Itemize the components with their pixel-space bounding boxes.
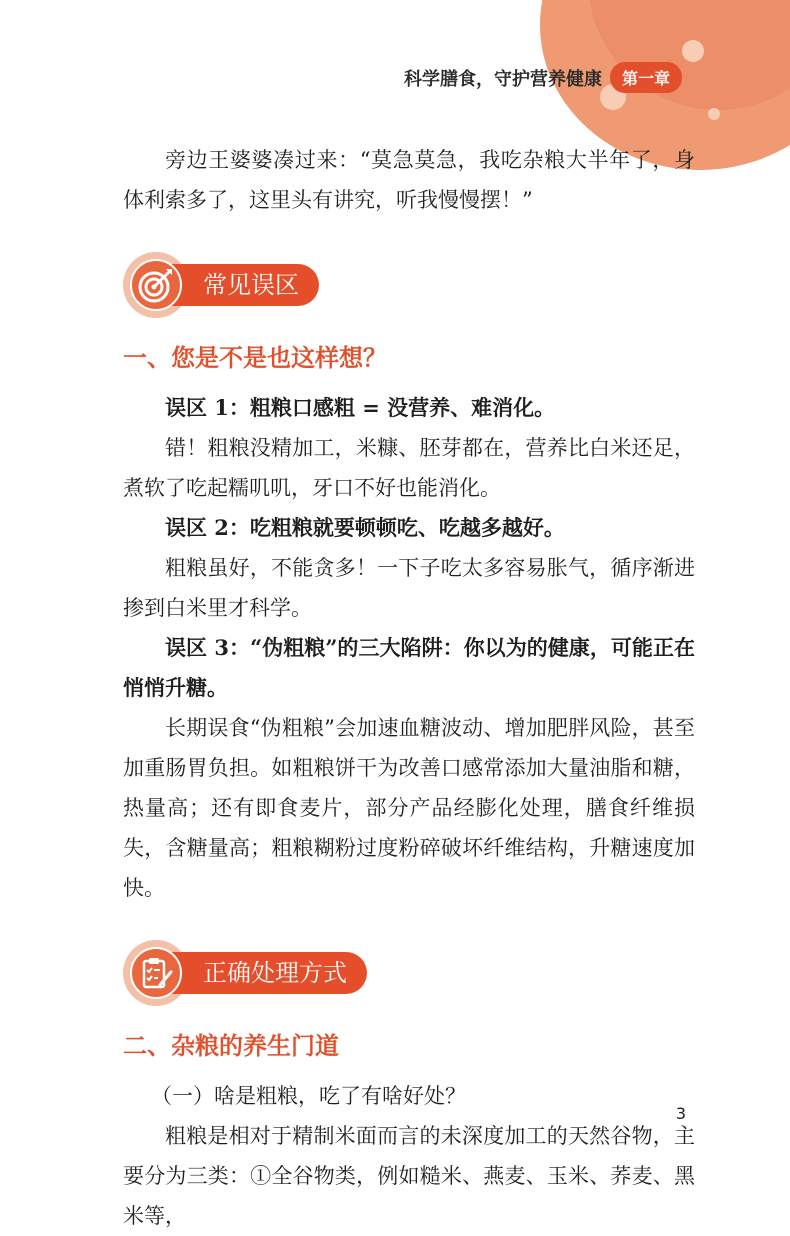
body-paragraph: 粗粮是相对于精制米面而言的未深度加工的天然谷物，主要分为三类：①全谷物类，例如糙米、燕麦、玉米、荞麦、黑米等， <box>123 1124 695 1228</box>
section-banner-misconceptions <box>123 252 695 324</box>
misconception-text: 错！粗粮没精加工，米糠、胚芽都在，营养比白米还足，煮软了吃起糯叽叽，牙口不好也能消化。 <box>123 436 695 500</box>
clipboard-checklist-icon <box>130 947 182 999</box>
misconception-label: 误区 3：“伪粗粮”的三大陷阱：你以为的健康，可能正在悄悄升糖。 <box>123 635 695 700</box>
chapter-badge: 第一章 <box>610 62 682 93</box>
header-title: 科学膳食，守护营养健康 <box>403 68 602 90</box>
page-content <box>123 140 695 1236</box>
section-banner-correct-handling <box>123 940 695 1012</box>
section-title: 正确处理方式 <box>169 952 367 994</box>
intro-paragraph: 旁边王婆婆凑过来：“莫急莫急，我吃杂粮大半年了，身体利索多了，这里头有讲究，听我慢慢摆！” <box>123 148 695 212</box>
page-number: 3 <box>675 1104 686 1123</box>
misconception-text: 粗粮虽好，不能贪多！一下子吃太多容易胀气，循序渐进掺到白米里才科学。 <box>123 556 695 620</box>
section-heading: 二、杂粮的养生门道 <box>123 1032 339 1060</box>
subsection-heading: （一）啥是粗粮，吃了有啥好处？ <box>151 1084 466 1108</box>
decor-dot <box>708 108 720 120</box>
misconception-text: 长期误食“伪粗粮”会加速血糖波动、增加肥胖风险，甚至加重肠胃负担。如粗粮饼干为改善口感常添加大量油脂和糖，热量高；还有即食麦片，部分产品经膨化处理，膳食纤维损失，含糖量高；粗粮糊粉过度粉碎破坏纤维结构，升糖速度加快。 <box>123 716 695 900</box>
running-header <box>404 62 682 93</box>
section-heading: 一、您是不是也这样想？ <box>123 344 387 372</box>
section-title: 常见误区 <box>169 264 319 306</box>
misconception-label: 误区 2：吃粗粮就要顿顿吃、吃越多越好。 <box>165 515 565 540</box>
misconception-label: 误区 1：粗粮口感粗 = 没营养、难消化。 <box>165 395 556 420</box>
decor-dot <box>682 40 704 62</box>
target-icon <box>130 259 182 311</box>
